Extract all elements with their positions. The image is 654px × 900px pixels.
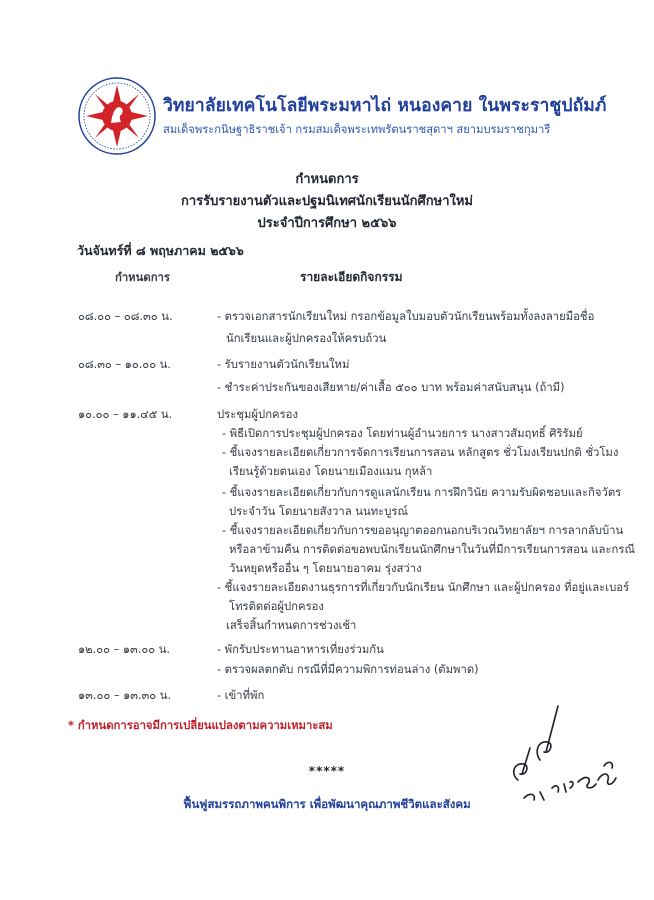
schedule-time: ๑๐.๐๐ – ๑๑.๔๕ น. — [78, 408, 173, 421]
college-seal-icon — [77, 76, 157, 156]
academic-year: ประจำปีการศึกษา ๒๕๖๖ — [257, 216, 397, 231]
schedule-line: - รับรายงานตัวนักเรียนใหม่ — [217, 358, 350, 371]
schedule-time: ๐๘.๐๐ – ๐๘.๓๐ น. — [78, 310, 173, 323]
schedule-line: - พิธีเปิดการประชุมผู้ปกครอง โดยท่านผู้อำนวยการ นางสาวสัมฤทธิ์ ศิริรัมย์ — [222, 427, 583, 440]
college-motto: ฟื้นฟูสมรรถภาพคนพิการ เพื่อพัฒนาคุณภาพชีวิตและสังคม — [183, 797, 471, 811]
schedule-line: นักเรียนและผู้ปกครองให้ครบถ้วน — [226, 332, 387, 345]
schedule-line: หรือลาข้ามคืน การติดต่อขอพบนักเรียนนักศึกษาในวันที่มีการเรียนการสอน และกรณี — [229, 543, 635, 556]
schedule-line: - เข้าที่พัก — [217, 689, 265, 702]
schedule-line: - ชี้แจงรายละเอียดเกี่ยวกับการขออนุญาตออกนอกบริเวณวิทยาลัยฯ การลากลับบ้าน — [222, 524, 624, 537]
schedule-line: - พักรับประทานอาหารเที่ยงร่วมกัน — [217, 643, 384, 656]
schedule-line: เรียนรู้ด้วยตนเอง โดยนายเมืองแมน กุหล้า — [229, 465, 433, 478]
schedule-line: - ตรวจผลตกตับ กรณีที่มีความพิการท่อนล่าง (ตัมพาด) — [217, 663, 479, 676]
document-subtitle: การรับรายงานตัวและปฐมนิเทศนักเรียนนักศึกษาใหม่ — [181, 194, 473, 209]
schedule-line: - ตรวจเอกสารนักเรียนใหม่ กรอกข้อมูลใบมอบตัวนักเรียนพร้อมทั้งลงลายมือชื่อ — [217, 310, 595, 323]
schedule-line: ประชุมผู้ปกครอง — [217, 408, 298, 421]
schedule-line: - ชี้แจงรายละเอียดงานธุรการที่เกี่ยวกับนักเรียน นักศึกษา และผู้ปกครอง ที่อยู่และเบอร์ — [217, 581, 630, 594]
schedule-line: เสร็จสิ้นกำหนดการช่วงเช้า — [226, 619, 357, 632]
schedule-line: ประจำวัน โดยนายสังวาล นนทะบูรณ์ — [229, 505, 408, 518]
column-header-time: กำหนดการ — [115, 271, 170, 284]
column-header-detail: รายละเอียดกิจกรรม — [300, 270, 403, 284]
schedule-line: - ชำระค่าประกันของเสียหาย/ค่าเสื้อ ๕๐๐ บาท พร้อมค่าสนับสนุน (ถ้ามี) — [217, 381, 565, 394]
schedule-line: โทรติดต่อผู้ปกครอง — [229, 600, 324, 613]
schedule-line: - ชี้แจงรายละเอียดเกี่ยวกับการดูแลนักเรียน การฝึกวินัย ความรับผิดชอบและกิจวัตร — [222, 486, 622, 499]
schedule-time: ๐๘.๓๐ – ๑๐.๐๐ น. — [78, 358, 172, 371]
schedule-time: ๑๓.๐๐ – ๑๓.๓๐ น. — [78, 689, 172, 702]
handwritten-signature-icon — [500, 688, 625, 808]
college-subtitle: สมเด็จพระกนิษฐาธิราชเจ้า กรมสมเด็จพระเทพรัตนราชสุดาฯ สยามบรมราชกุมารี — [163, 123, 551, 136]
schedule-line: - ชี้แจงรายละเอียดเกี่ยวการจัดการเรียนการสอน หลักสูตร ชั่วโมงเรียนปกติ ชั่วโมง — [222, 446, 619, 459]
separator-stars: ***** — [308, 764, 346, 778]
event-date: วันจันทร์ที่ ๘ พฤษภาคม ๒๕๖๖ — [77, 243, 244, 258]
college-name: วิทยาลัยเทคโนโลยีพระมหาไถ่ หนองคาย ในพระราชูปถัมภ์ — [163, 96, 607, 116]
schedule-line: วันหยุดหรืออื่น ๆ โดยนายอาคม รุ่งสว่าง — [229, 562, 422, 575]
document-title: กำหนดการ — [295, 172, 359, 187]
schedule-change-note: * กำหนดการอาจมีการเปลี่ยนแปลงตามความเหมาะสม — [68, 719, 333, 732]
schedule-time: ๑๒.๐๐ – ๑๓.๐๐ น. — [78, 643, 171, 656]
